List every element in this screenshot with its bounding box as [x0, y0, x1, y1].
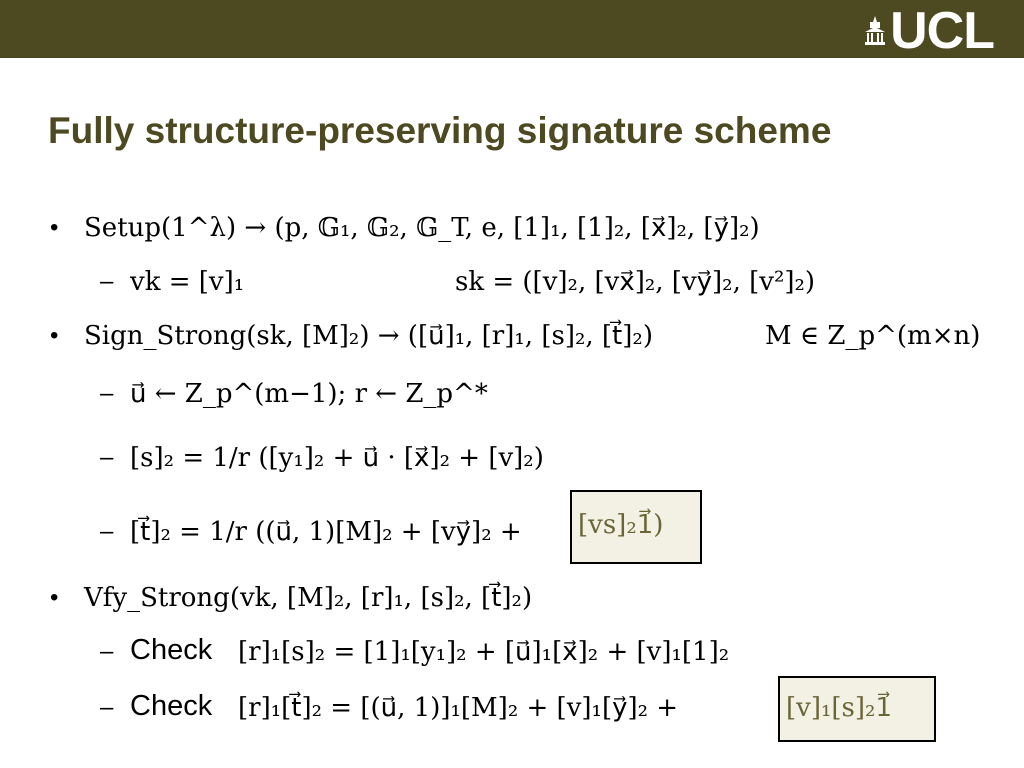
- check2-eq: [r]₁[t⃗]₂ = [(u⃗, 1)]₁[M]₂ + [v]₁[y⃗]₂ +: [238, 693, 679, 723]
- bullet-setup: •: [50, 214, 59, 241]
- dash-step3: –: [100, 518, 114, 545]
- verify-highlight-term: [v]₁[s]₂1⃗: [786, 693, 892, 723]
- page-title: Fully structure-preserving signature scheme: [48, 110, 832, 151]
- sign-line: Sign_Strong(sk, [M]₂) → ([u⃗]₁, [r]₁, [s]₂, [t⃗]₂): [84, 321, 653, 351]
- sign-highlight-term: [vs]₂1⃗): [578, 510, 664, 540]
- bullet-sign: •: [50, 322, 59, 349]
- dash-step1: –: [100, 380, 114, 407]
- check1-eq: [r]₁[s]₂ = [1]₁[y₁]₂ + [u⃗]₁[x⃗]₂ + [v]₁[1]₂: [238, 637, 730, 667]
- bullet-verify: •: [50, 584, 59, 611]
- dash-check1: –: [100, 638, 114, 665]
- check2-label: Check: [130, 690, 213, 722]
- message-domain: M ∈ Z_p^(m×n): [765, 321, 981, 351]
- portico-icon: [864, 16, 886, 46]
- vk-def: vk = [v]₁: [130, 267, 245, 297]
- dash-step2: –: [100, 444, 114, 471]
- sign-step-randomness: u⃗ ← Z_p^(m−1); r ← Z_p^*: [130, 379, 488, 409]
- verify-line: Vfy_Strong(vk, [M]₂, [r]₁, [s]₂, [t⃗]₂): [84, 583, 533, 613]
- sign-step-s: [s]₂ = 1/r ([y₁]₂ + u⃗ · [x⃗]₂ + [v]₂): [130, 443, 544, 473]
- logo-text: UCL: [890, 2, 994, 60]
- header-bar: [0, 0, 1024, 58]
- check1-label: Check: [130, 634, 213, 666]
- dash-keys: –: [100, 268, 114, 295]
- dash-check2: –: [100, 694, 114, 721]
- setup-line: Setup(1^λ) → (p, 𝔾₁, 𝔾₂, 𝔾_T, e, [1]₁, [1]₂, [x⃗]₂, [y⃗]₂): [84, 213, 760, 243]
- sign-step-t: [t⃗]₂ = 1/r ((u⃗, 1)[M]₂ + [vy⃗]₂ +: [130, 517, 522, 547]
- sk-def: sk = ([v]₂, [vx⃗]₂, [vy⃗]₂, [v²]₂): [455, 267, 816, 297]
- ucl-logo: [864, 2, 994, 60]
